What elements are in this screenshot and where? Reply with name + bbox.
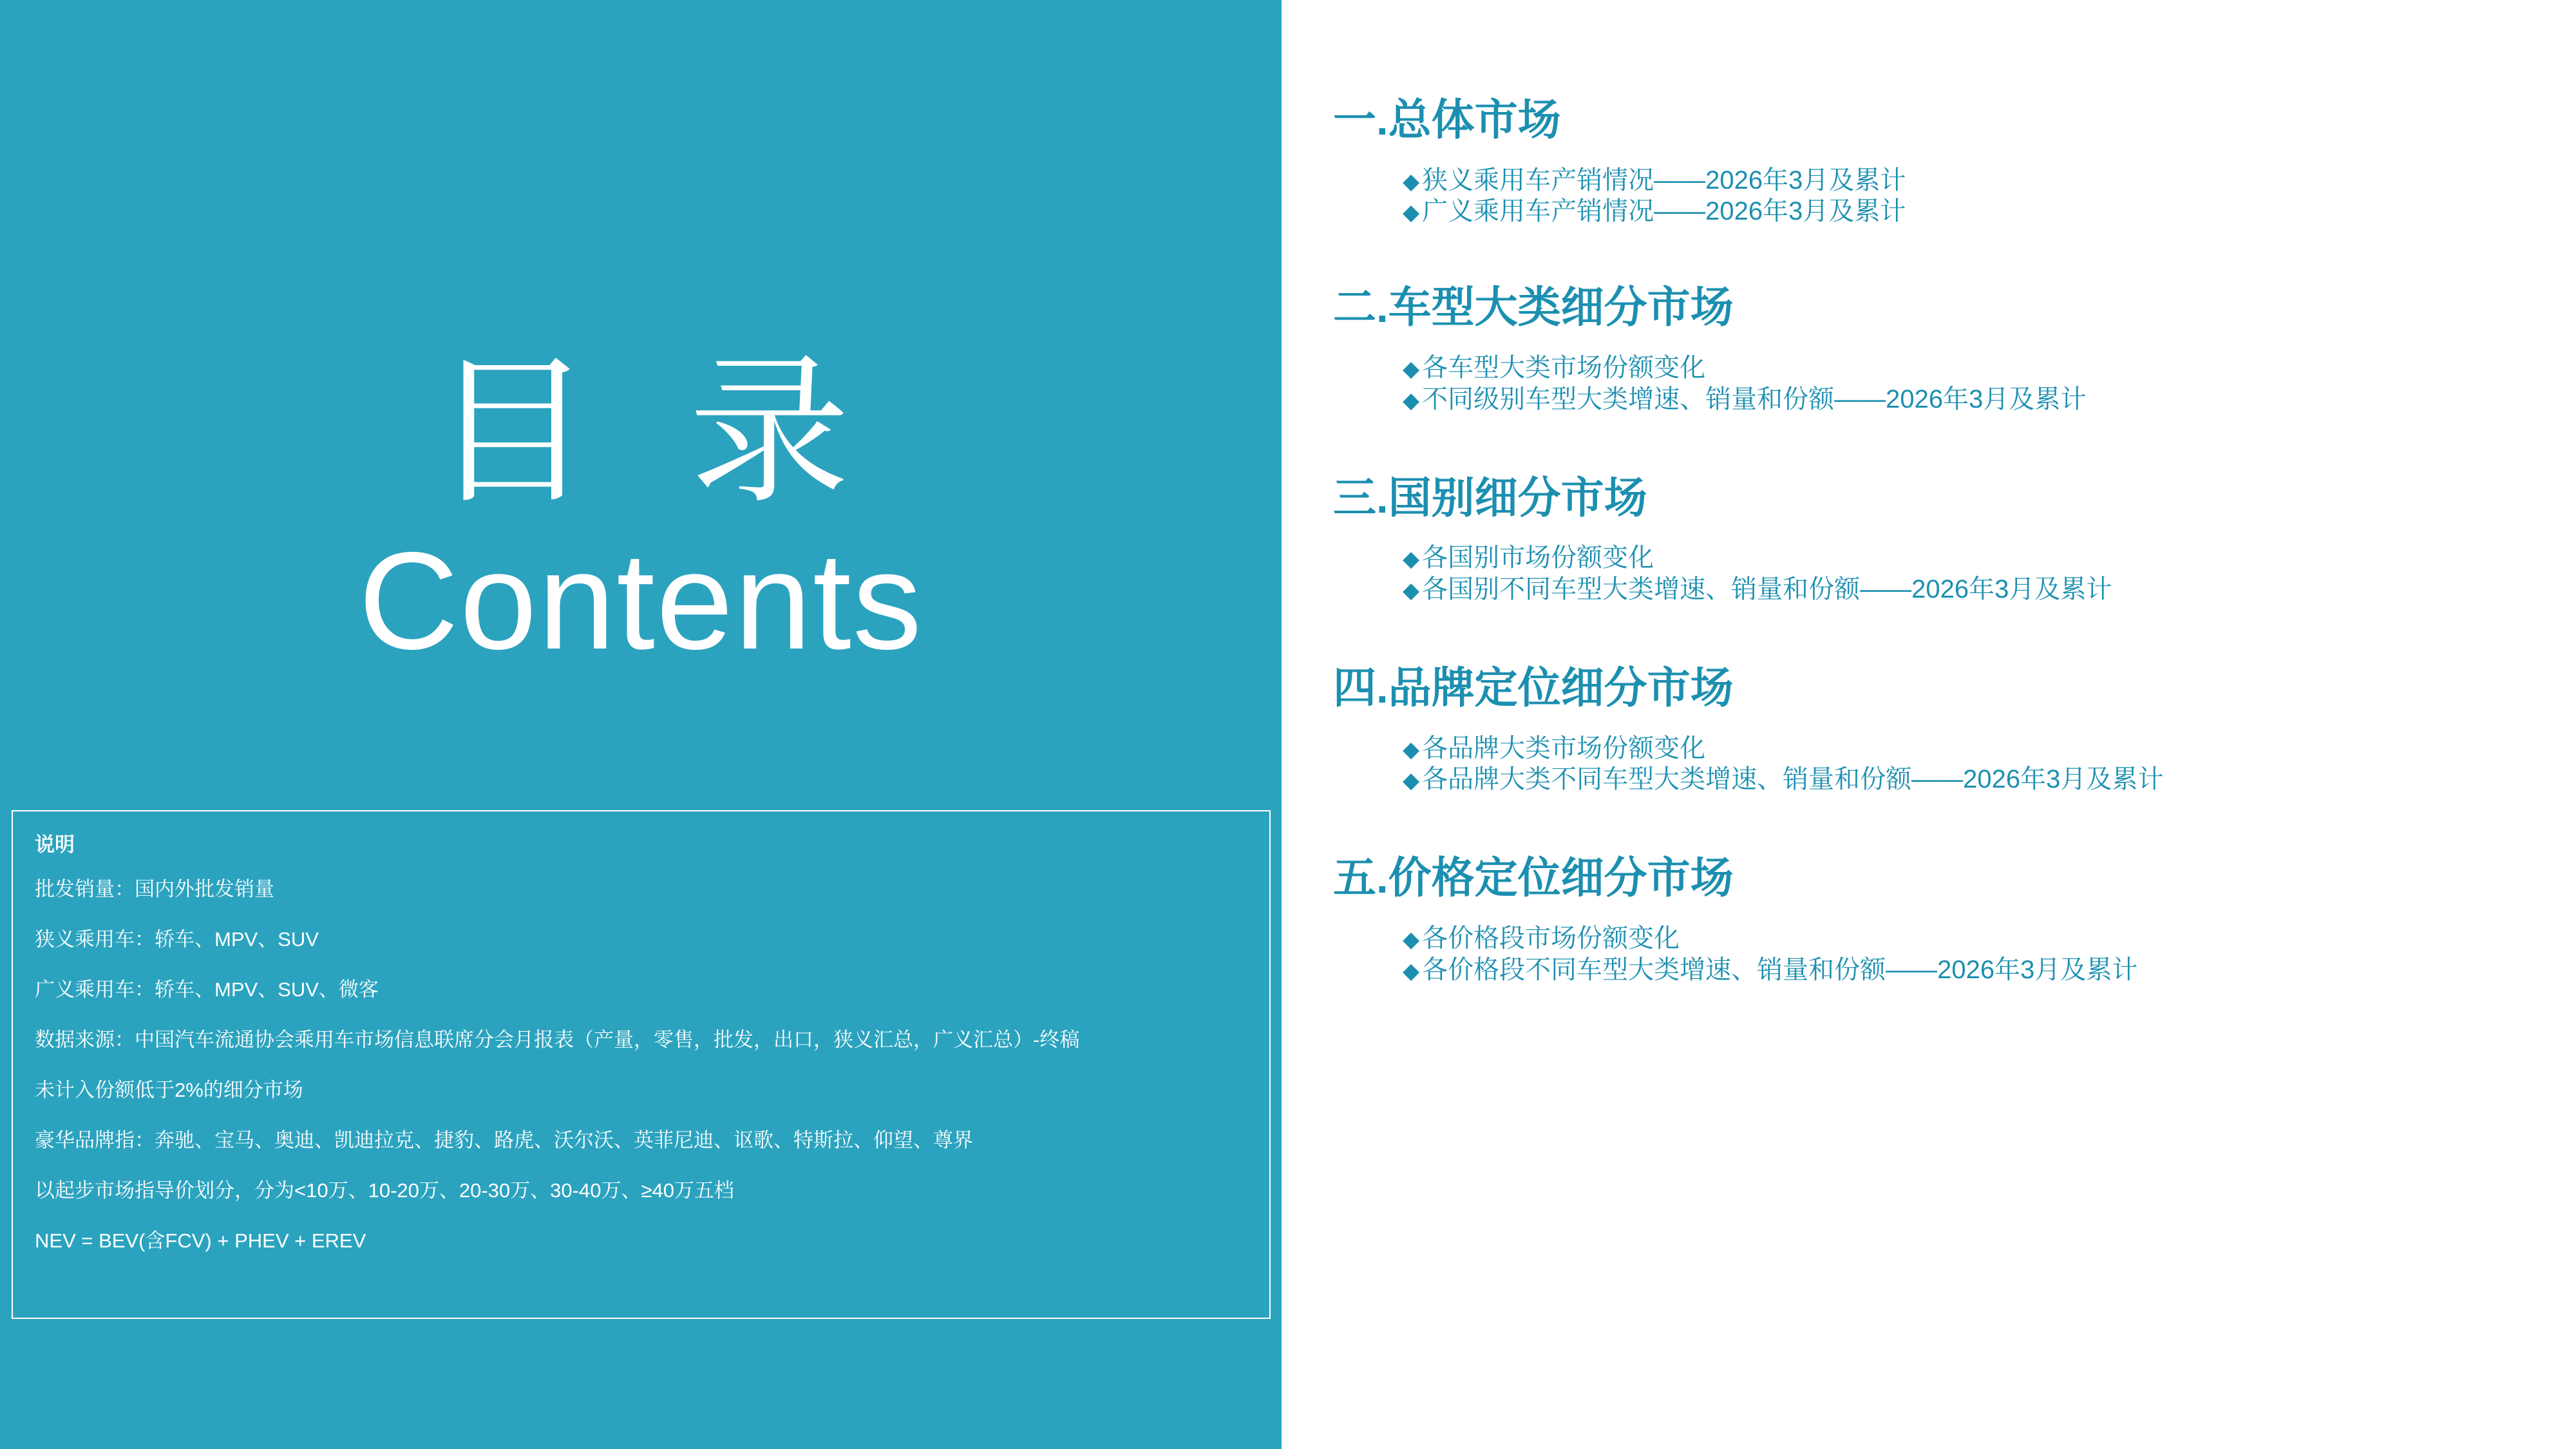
diamond-icon: ◆ — [1403, 169, 1420, 194]
page-title-en: Contents — [358, 522, 923, 678]
note-line: 数据来源：中国汽车流通协会乘用车市场信息联席分会月报表（产量，零售，批发，出口，狭义汇总，广义汇总）-终稿 — [35, 1028, 1080, 1051]
toc-bullet-label: 各品牌大类不同车型大类增速、销量和份额——2026年3月及累计 — [1422, 765, 2164, 794]
notes-box — [12, 810, 1271, 1319]
page-title-cn: 目 录 — [431, 342, 876, 522]
diamond-icon: ◆ — [1403, 200, 1420, 225]
diamond-icon: ◆ — [1403, 578, 1420, 603]
spacer — [1333, 795, 2576, 855]
toc-section-3[interactable] — [1333, 475, 2576, 605]
toc-bullet-label: 不同级别车型大类增速、销量和份额——2026年3月及累计 — [1422, 384, 2087, 413]
section-heading[interactable]: 三.国别细分市场 — [1333, 473, 1647, 522]
spacer — [1333, 415, 2576, 475]
toc-bullet[interactable] — [1403, 352, 2576, 384]
section-bullets — [1333, 542, 2576, 605]
toc-section-4[interactable] — [1333, 665, 2576, 795]
diamond-icon: ◆ — [1403, 958, 1420, 983]
toc-bullet-label: 广义乘用车产销情况——2026年3月及累计 — [1422, 197, 1906, 226]
toc-bullet-label: 各价格段不同车型大类增速、销量和份额——2026年3月及累计 — [1422, 955, 2138, 984]
toc-bullet[interactable] — [1403, 923, 2576, 954]
toc-bullet[interactable] — [1403, 574, 2576, 605]
note-line: 狭义乘用车：轿车、MPV、SUV — [35, 928, 319, 951]
left-panel — [0, 0, 1282, 1449]
section-heading[interactable]: 五.价格定位细分市场 — [1333, 854, 1734, 903]
toc-bullet[interactable] — [1403, 764, 2576, 795]
toc-bullet-label: 各国别市场份额变化 — [1422, 544, 1654, 573]
toc-sections — [1333, 97, 2576, 985]
note-line: 未计入份额低于2%的细分市场 — [35, 1079, 303, 1101]
note-line: 批发销量：国内外批发销量 — [35, 878, 274, 900]
section-heading[interactable]: 二.车型大类细分市场 — [1333, 283, 1734, 332]
note-line: 广义乘用车：轿车、MPV、SUV、微客 — [35, 978, 379, 1001]
toc-bullet-label: 各车型大类市场份额变化 — [1422, 353, 1706, 382]
spacer — [1333, 227, 2576, 284]
toc-bullet-label: 狭义乘用车产销情况——2026年3月及累计 — [1422, 166, 1906, 194]
diamond-icon: ◆ — [1403, 547, 1420, 572]
notes-title: 说明 — [35, 833, 75, 856]
note-line: 豪华品牌指：奔驰、宝马、奥迪、凯迪拉克、捷豹、路虎、沃尔沃、英菲尼迪、讴歌、特斯拉、仰望、尊界 — [35, 1129, 973, 1151]
toc-bullet[interactable] — [1403, 733, 2576, 764]
note-line: 以起步市场指导价划分，分为<10万、10-20万、20-30万、30-40万、≥40万五档 — [35, 1179, 734, 1202]
diamond-icon: ◆ — [1403, 927, 1420, 952]
diamond-icon: ◆ — [1403, 737, 1420, 762]
note-line: NEV = BEV(含FCV) + PHEV + EREV — [35, 1229, 366, 1252]
toc-bullet[interactable] — [1403, 384, 2576, 415]
section-bullets — [1333, 923, 2576, 986]
toc-bullet-label: 各国别不同车型大类增速、销量和份额——2026年3月及累计 — [1422, 575, 2112, 604]
toc-section-1[interactable] — [1333, 97, 2576, 227]
diamond-icon: ◆ — [1403, 388, 1420, 413]
toc-bullet-label: 各品牌大类市场份额变化 — [1422, 734, 1706, 762]
spacer — [1333, 605, 2576, 665]
diamond-icon: ◆ — [1403, 356, 1420, 381]
title-block — [0, 342, 1282, 678]
section-bullets — [1333, 733, 2576, 796]
toc-bullet[interactable] — [1403, 542, 2576, 574]
section-heading[interactable]: 一.总体市场 — [1333, 96, 1561, 144]
toc-bullet[interactable] — [1403, 196, 2576, 227]
section-bullets — [1333, 352, 2576, 415]
toc-bullet-label: 各价格段市场份额变化 — [1422, 923, 1680, 952]
toc-bullet[interactable] — [1403, 954, 2576, 986]
diamond-icon: ◆ — [1403, 768, 1420, 793]
section-heading[interactable]: 四.品牌定位细分市场 — [1333, 663, 1734, 712]
toc-bullet[interactable] — [1403, 165, 2576, 196]
right-panel — [1282, 0, 2576, 1449]
section-bullets — [1333, 165, 2576, 228]
toc-section-5[interactable] — [1333, 855, 2576, 985]
toc-section-2[interactable] — [1333, 284, 2576, 415]
